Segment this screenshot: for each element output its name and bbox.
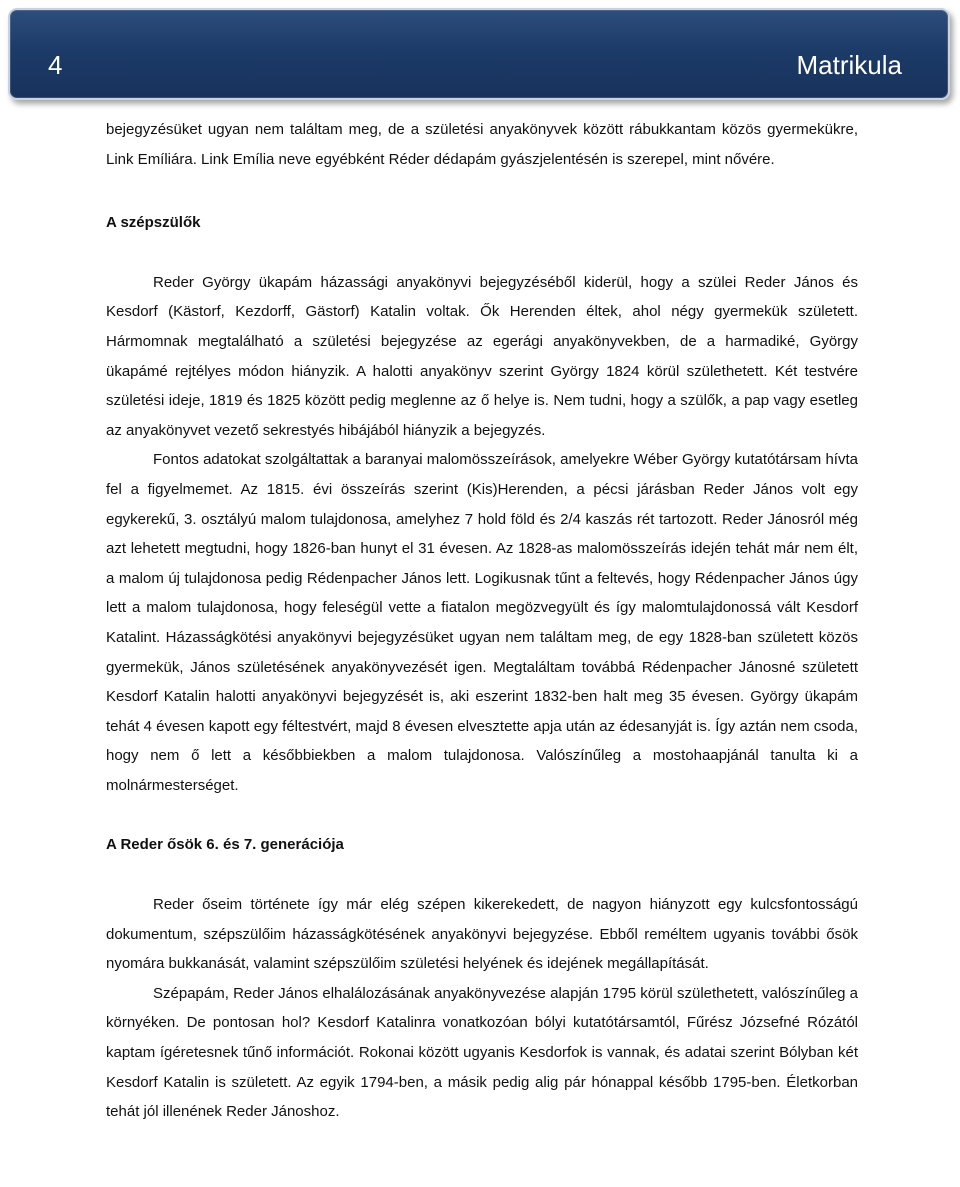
- paragraph: Reder György ükapám házassági anyakönyvi bejegyzéséből kiderül, hogy a szülei Reder János és Kesdorf (Kästorf, Kezdorff, Gästorf) Katalin voltak. Ők Herenden éltek, ahol négy gyermekük született. Hármomnak megtalálható a születési bejegyzése az egerági anyakönyvekben, de a harmadiké, György ükapámé rejtélyes módon hiányzik. A halotti anyakönyv szerint György 1824 körül születhetett. Két testvére születési ideje, 1819 és 1825 között pedig meglenne az ő helye is. Nem tudni, hogy a szülők, a pap vagy esetleg az anyakönyvet vezető sekrestyés hibájából hiányzik a bejegyzés.: [106, 273, 858, 439]
- section-heading-generaciok: A Reder ősök 6. és 7. generációja: [106, 836, 344, 854]
- running-title: Matrikula: [796, 50, 902, 80]
- paragraph: Fontos adatokat szolgáltattak a baranyai malomösszeírások, amelyekre Wéber György kutatótársam hívta fel a figyelmemet. Az 1815. évi összeírás szerint (Kis)Herenden, a pécsi járásban Reder János volt egy egykerekű, 3. osztályú malom tulajdonosa, amelyhez 7 hold föld és 2/4 kaszás rét tartozott. Reder Jánosról még azt lehetett megtudni, hogy 1826-ban hunyt el 31 évesen. Az 1828-as malomösszeírás idején tehát már nem élt, a malom új tulajdonosa pedig Rédenpacher János lett. Logikusnak tűnt a feltevés, hogy Rédenpacher János úgy lett a malom tulajdonosa, hogy feleségül vette a fiatalon megözvegyült és így malomtulajdonossá vált Kesdorf Katalint. Házasságkötési anyakönyvi bejegyzésüket ugyan nem találtam meg, de egy 1828-ban született közös gyermekük, János születésének anyakönyvezését igen. Megtaláltam továbbá Rédenpacher Jánosné született Kesdorf Katalin halotti anyakönyvi bejegyzését is, aki eszerint 1832-ben halt meg 35 évesen. György ükapám tehát 4 évesen kapott egy féltestvért, majd 8 évesen elvesztette apja után az édesanyját is. Így aztán nem csoda, hogy nem ő lett a későbbiekben a malom tulajdonosa. Valószínűleg a mostohaapjánál tanulta ki a molnármesterséget.: [106, 451, 858, 794]
- paragraph: Szépapám, Reder János elhalálozásának anyakönyvezése alapján 1795 körül születhetett, valószínűleg a környéken. De pontosan hol? Kesdorf Katalinra vonatkozóan bólyi kutatótársamtól, Fűrész Józsefné Rózától kaptam ígéretesnek tűnő információt. Rokonai között ugyanis Kesdorfok is vannak, és adatai szerint Bólyban két Kesdorf Katalin is született. Az egyik 1794-ben, a másik pedig alig pár hónappal később 1795-ben. Életkorban tehát jól illenének Reder Jánoshoz.: [106, 984, 858, 1121]
- header-bar: [8, 8, 950, 100]
- page-number: 4: [48, 50, 63, 80]
- section-heading-szepszulok: A szépszülők: [106, 214, 201, 232]
- paragraph: Reder őseim története így már elég szépen kikerekedett, de nagyon hiányzott egy kulcsfontosságú dokumentum, szépszülőim házasságkötésének anyakönyvi bejegyzése. Ebből reméltem ugyanis további ősök nyomára bukkanását, valamint szépszülőim születési helyének és idejének megállapítását.: [106, 896, 858, 973]
- intro-paragraph: bejegyzésüket ugyan nem találtam meg, de a születési anyakönyvek között rábukkantam közös gyermekükre, Link Emíliára. Link Emília neve egyébként Réder dédapám gyászjelentésén is szerepel, mint nővére.: [106, 121, 858, 168]
- page-content: [106, 115, 858, 1127]
